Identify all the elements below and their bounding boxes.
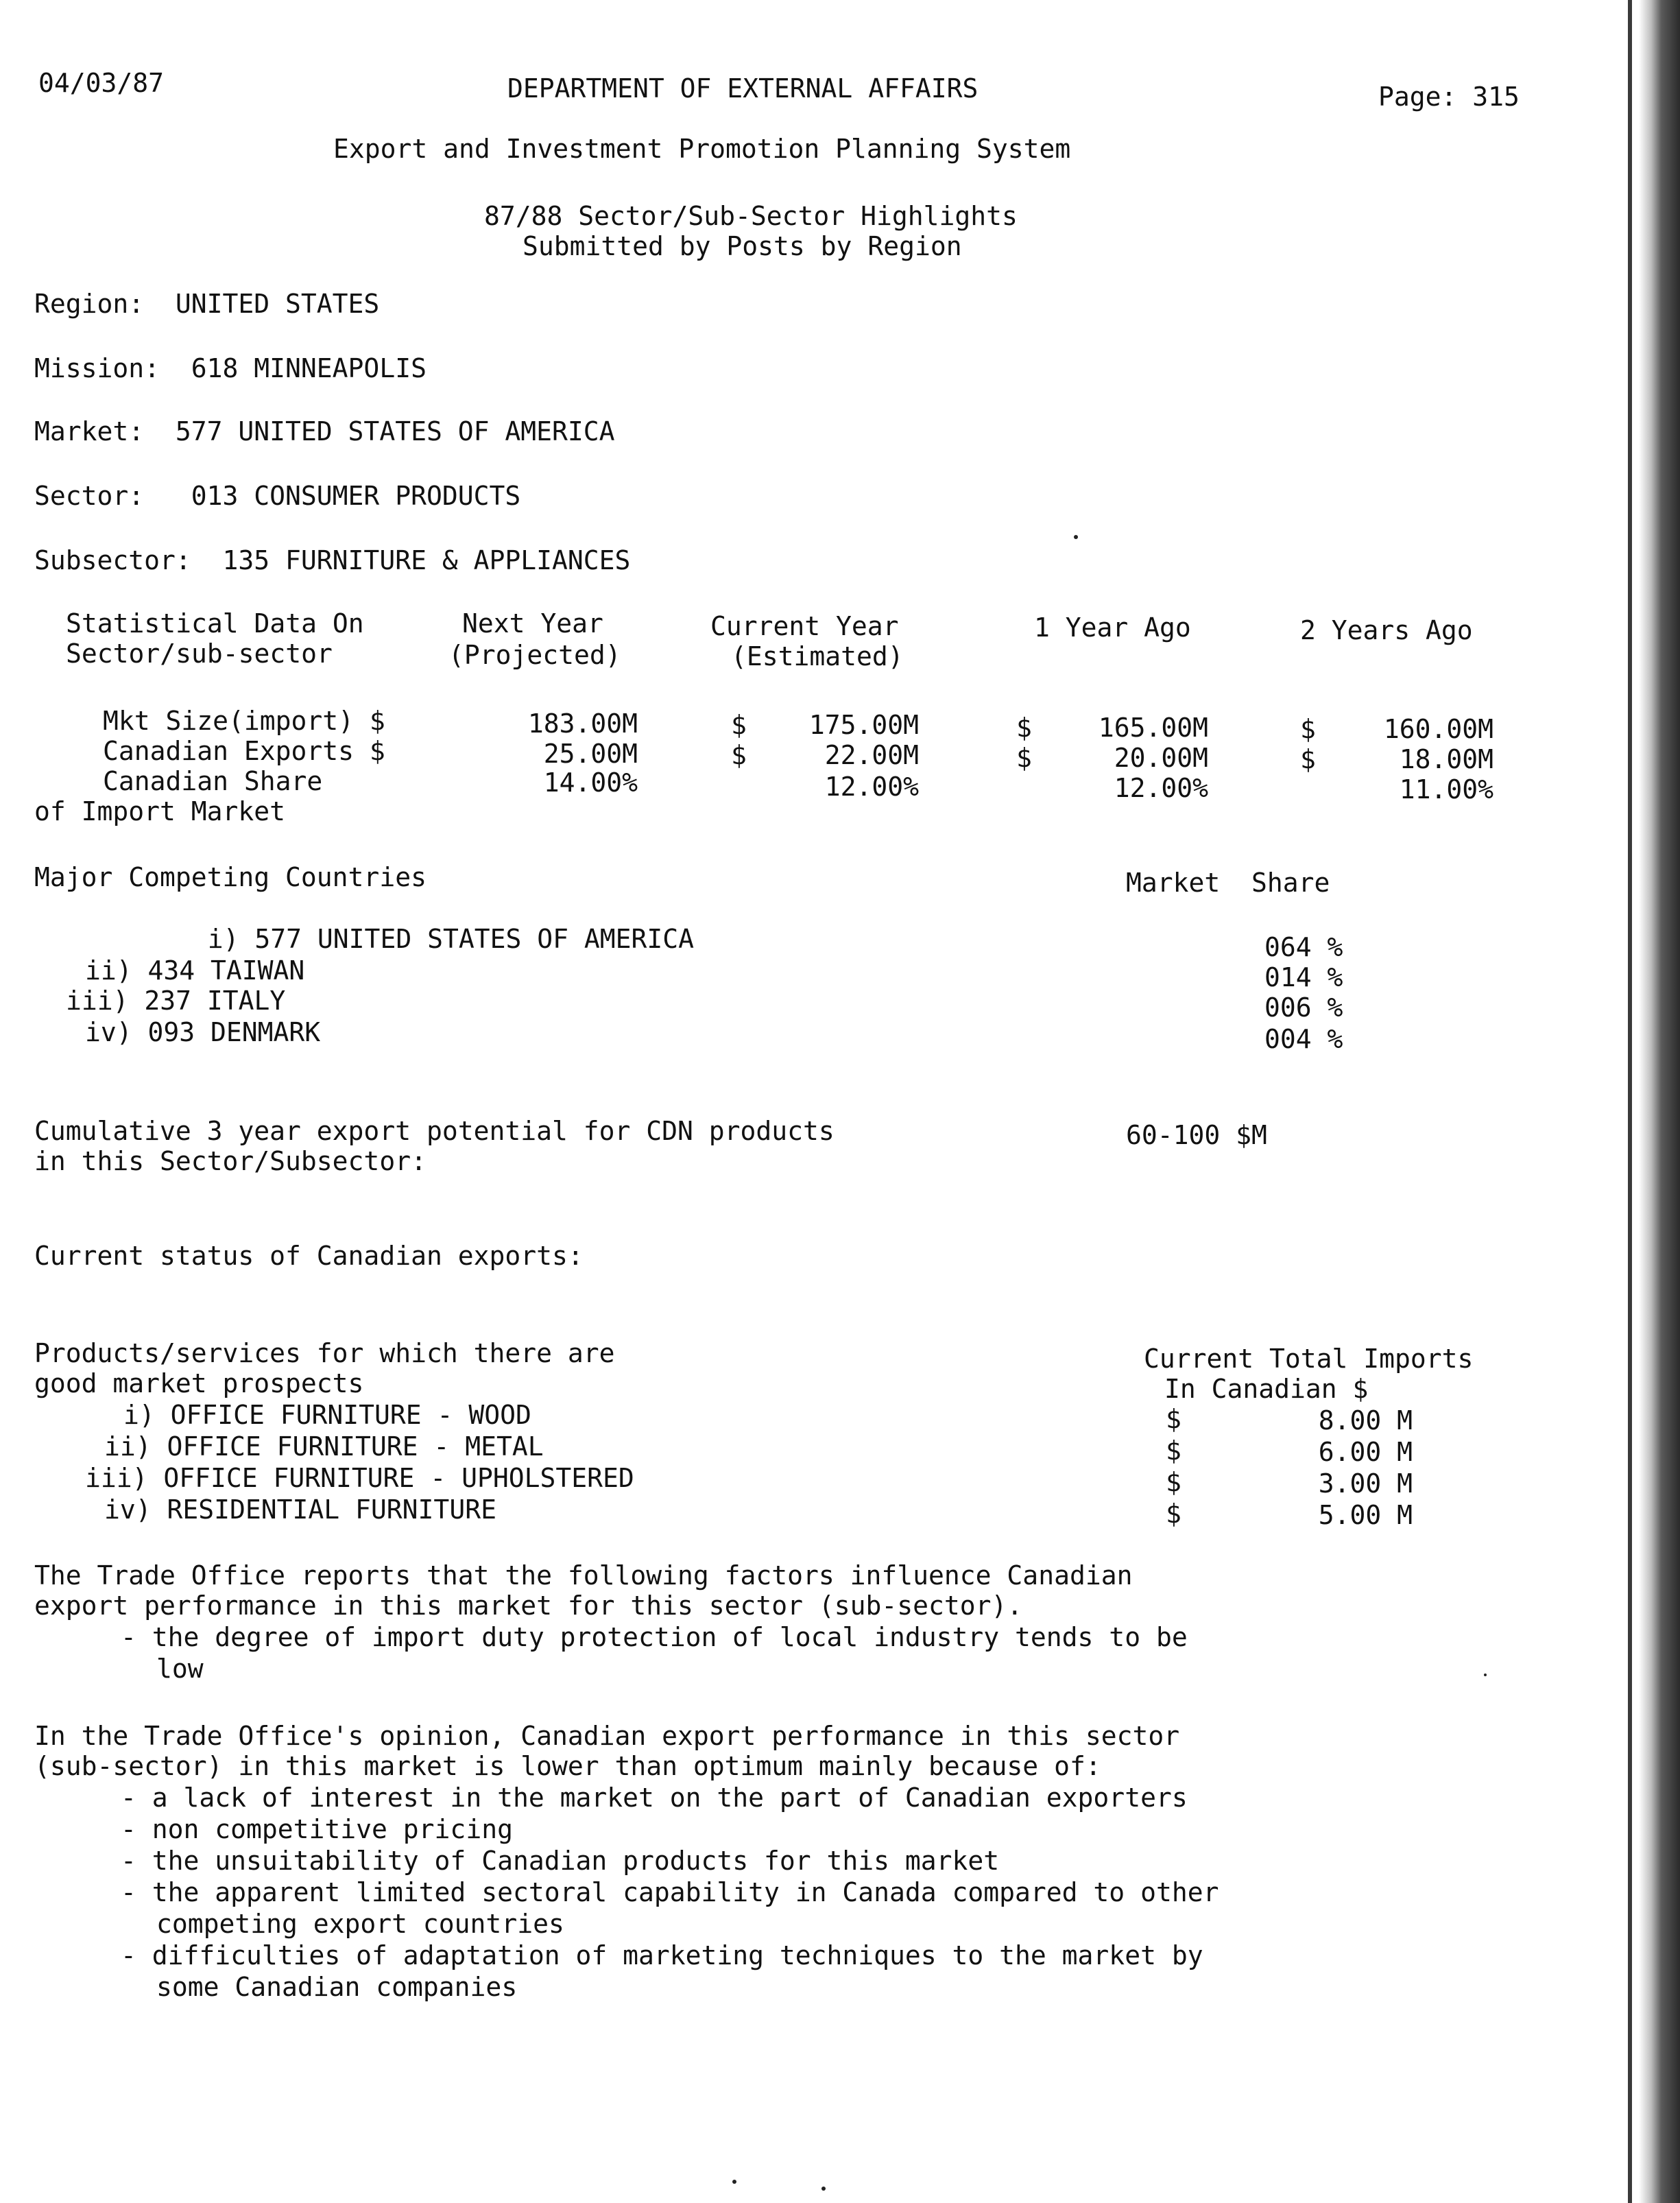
factors-bullet1-line2: low bbox=[156, 1654, 204, 1684]
list-item-label: iv) 093 DENMARK bbox=[85, 1017, 321, 1047]
stats-currency-symbol: $ bbox=[731, 740, 747, 770]
report-title: 87/88 Sector/Sub-Sector Highlights bbox=[484, 201, 1018, 231]
stats-2-years-ago-value: 18.00M bbox=[1399, 744, 1493, 774]
competitors-heading: Major Competing Countries bbox=[34, 862, 427, 892]
list-item-label: iv) RESIDENTIAL FURNITURE bbox=[104, 1495, 496, 1525]
region-field: Region: UNITED STATES bbox=[34, 289, 380, 319]
prospects-heading-line1: Products/services for which there are bbox=[34, 1338, 615, 1368]
stats-header-label-line1: Statistical Data On bbox=[66, 608, 364, 639]
stats-header-estimated: (Estimated) bbox=[731, 641, 904, 671]
list-item-label: ii) OFFICE FURNITURE - METAL bbox=[104, 1431, 544, 1462]
stats-currency-symbol: $ bbox=[1300, 714, 1316, 744]
subsector-field: Subsector: 135 FURNITURE & APPLIANCES bbox=[34, 545, 631, 575]
opinion-line1: In the Trade Office's opinion, Canadian export performance in this sector bbox=[34, 1721, 1180, 1751]
imports-value: 5.00 M bbox=[1318, 1500, 1413, 1530]
imports-heading-line2: In Canadian $ bbox=[1164, 1374, 1369, 1404]
factors-line2: export performance in this market for this sector (sub-sector). bbox=[34, 1591, 1023, 1621]
market-share-value: 064 % bbox=[1264, 932, 1343, 962]
opinion-line2: (sub-sector) in this market is lower than optimum mainly because of: bbox=[34, 1751, 1101, 1781]
opinion-bullet-continuation: competing export countries bbox=[156, 1909, 564, 1939]
scan-edge-line bbox=[1628, 0, 1632, 2203]
market-field: Market: 577 UNITED STATES OF AMERICA bbox=[34, 416, 615, 446]
export-potential-line1: Cumulative 3 year export potential for CDN products bbox=[34, 1116, 835, 1146]
stats-2-years-ago-value: 160.00M bbox=[1383, 714, 1493, 744]
list-item-label: i) OFFICE FURNITURE - WOOD bbox=[123, 1400, 531, 1430]
prospects-heading-line2: good market prospects bbox=[34, 1368, 364, 1398]
list-item-label: ii) 434 TAIWAN bbox=[85, 955, 305, 986]
export-potential-line2: in this Sector/Subsector: bbox=[34, 1146, 427, 1176]
stats-header-projected: (Projected) bbox=[448, 640, 621, 670]
stats-next-year-value: 183.00M bbox=[527, 708, 638, 739]
stats-current-year-value: 175.00M bbox=[808, 710, 919, 740]
stats-row-label: Canadian Exports $ bbox=[103, 736, 385, 766]
opinion-bullet: - difficulties of adaptation of marketing techniques to the market by bbox=[121, 1940, 1203, 1970]
opinion-bullet: - a lack of interest in the market on the part of Canadian exporters bbox=[121, 1783, 1188, 1813]
stats-header-next-year: Next Year bbox=[462, 608, 603, 639]
stats-row-label-continuation: of Import Market bbox=[34, 796, 286, 826]
stats-1-year-ago-value: 20.00M bbox=[1114, 743, 1208, 773]
stats-header-1-year-ago: 1 Year Ago bbox=[1034, 612, 1191, 643]
stats-1-year-ago-value: 165.00M bbox=[1098, 713, 1208, 743]
opinion-bullet: - the unsuitability of Canadian products for this market bbox=[121, 1846, 1000, 1876]
scan-edge-shadow bbox=[1639, 0, 1680, 2203]
opinion-bullet: - the apparent limited sectoral capability in Canada compared to other bbox=[121, 1877, 1219, 1907]
imports-value: 3.00 M bbox=[1318, 1468, 1413, 1499]
list-item-label: iii) OFFICE FURNITURE - UPHOLSTERED bbox=[85, 1463, 634, 1493]
market-share-value: 014 % bbox=[1264, 962, 1343, 992]
stats-header-2-years-ago: 2 Years Ago bbox=[1300, 615, 1473, 645]
scan-speck bbox=[1484, 1674, 1487, 1676]
report-subtitle: Submitted by Posts by Region bbox=[523, 231, 962, 261]
scan-speck bbox=[732, 2180, 736, 2184]
department-name: DEPARTMENT OF EXTERNAL AFFAIRS bbox=[507, 73, 979, 104]
market-share-value: 006 % bbox=[1264, 992, 1343, 1023]
export-potential-value: 60-100 $M bbox=[1126, 1120, 1267, 1150]
stats-current-year-value: 12.00% bbox=[824, 772, 919, 802]
stats-1-year-ago-value: 12.00% bbox=[1114, 773, 1208, 803]
report-date: 04/03/87 bbox=[38, 68, 165, 98]
stats-row-label: Mkt Size(import) $ bbox=[103, 706, 385, 736]
stats-next-year-value: 14.00% bbox=[543, 767, 638, 798]
currency-symbol: $ bbox=[1166, 1499, 1181, 1529]
current-status-label: Current status of Canadian exports: bbox=[34, 1241, 584, 1271]
imports-value: 6.00 M bbox=[1318, 1437, 1413, 1467]
sector-field: Sector: 013 CONSUMER PRODUCTS bbox=[34, 481, 521, 511]
currency-symbol: $ bbox=[1166, 1467, 1181, 1497]
opinion-bullet: - non competitive pricing bbox=[121, 1814, 513, 1844]
opinion-bullet-continuation: some Canadian companies bbox=[156, 1972, 518, 2002]
factors-line1: The Trade Office reports that the following factors influence Canadian bbox=[34, 1560, 1133, 1591]
scan-speck bbox=[821, 2187, 826, 2191]
system-title: Export and Investment Promotion Planning System bbox=[333, 134, 1071, 164]
mission-field: Mission: 618 MINNEAPOLIS bbox=[34, 353, 427, 383]
stats-row-label: Canadian Share bbox=[103, 766, 323, 796]
currency-symbol: $ bbox=[1166, 1436, 1181, 1466]
currency-symbol: $ bbox=[1166, 1404, 1181, 1434]
stats-currency-symbol: $ bbox=[1016, 713, 1032, 743]
stats-currency-symbol: $ bbox=[1016, 743, 1032, 773]
imports-heading-line1: Current Total Imports bbox=[1144, 1344, 1474, 1374]
factors-bullet1-line1: - the degree of import duty protection of local industry tends to be bbox=[121, 1622, 1188, 1652]
scan-speck bbox=[1074, 535, 1078, 539]
list-item: i) 577 UNITED STATES OF AMERICA bbox=[207, 924, 694, 954]
stats-header-label-line2: Sector/sub-sector bbox=[66, 639, 333, 669]
stats-2-years-ago-value: 11.00% bbox=[1399, 774, 1493, 805]
market-share-value: 004 % bbox=[1264, 1024, 1343, 1054]
page-number: Page: 315 bbox=[1378, 82, 1520, 112]
stats-next-year-value: 25.00M bbox=[543, 739, 638, 769]
list-item-label: iii) 237 ITALY bbox=[66, 986, 286, 1016]
imports-value: 8.00 M bbox=[1318, 1405, 1413, 1436]
stats-currency-symbol: $ bbox=[731, 710, 747, 740]
stats-current-year-value: 22.00M bbox=[824, 740, 919, 770]
stats-currency-symbol: $ bbox=[1300, 744, 1316, 774]
stats-header-current-year: Current Year bbox=[710, 611, 899, 641]
market-share-heading: Market Share bbox=[1126, 868, 1330, 898]
